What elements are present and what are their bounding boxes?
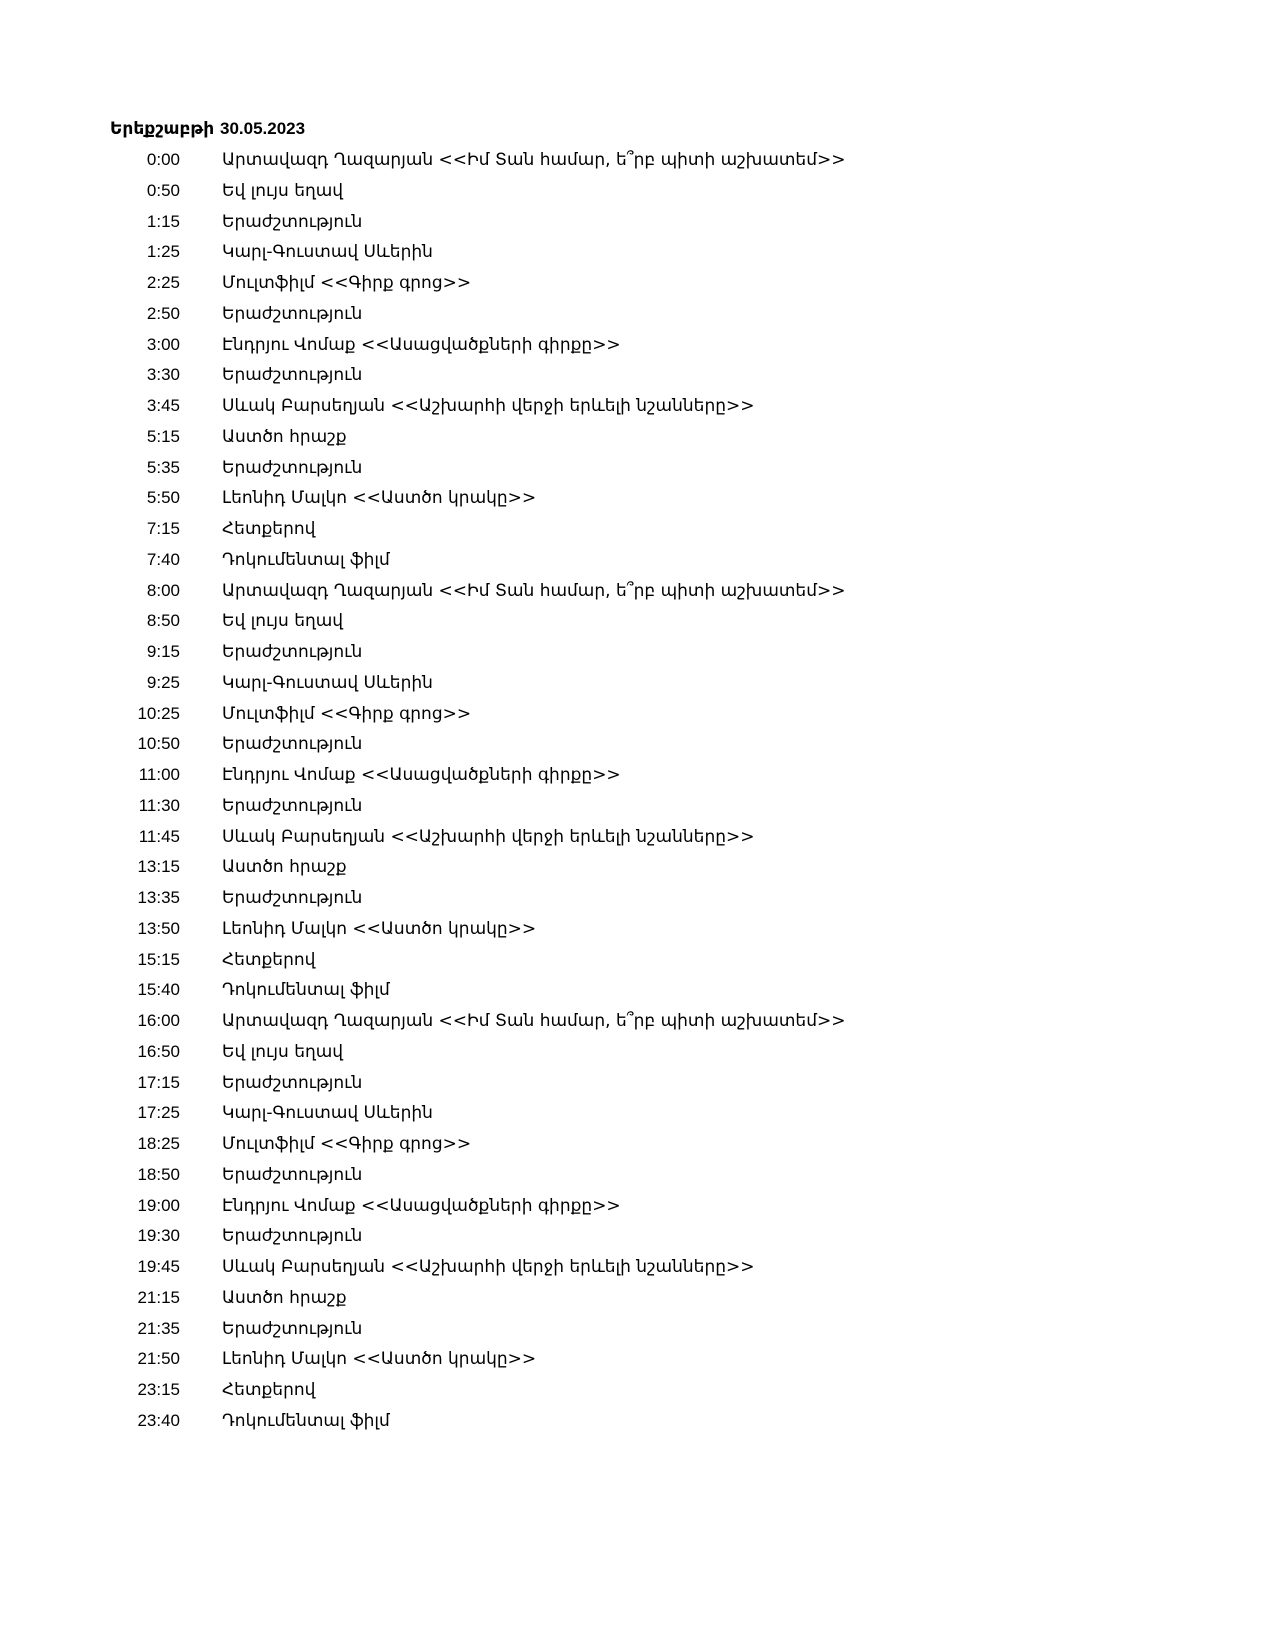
schedule-row xyxy=(0,145,1275,176)
schedule-time: 18:50 xyxy=(137,1164,180,1184)
schedule-row xyxy=(0,883,1275,914)
schedule-program-title: Աստծո հրաշք xyxy=(222,857,347,878)
schedule-time: 13:50 xyxy=(137,918,180,938)
schedule-program-title: Լեոնիդ Մալկո <<Աստծո կրակը>> xyxy=(222,488,537,509)
schedule-time: 17:25 xyxy=(137,1103,180,1123)
schedule-time: 17:15 xyxy=(137,1072,180,1092)
schedule-program-title: Կարլ-Գուստավ Սևերին xyxy=(222,672,433,693)
schedule-program-title: Էնդրյու Վոմաք <<Ասացվածքների գիրքը>> xyxy=(222,1195,621,1216)
schedule-time: 15:15 xyxy=(137,949,180,969)
schedule-row xyxy=(0,453,1275,484)
schedule-row xyxy=(0,606,1275,637)
schedule-time: 18:25 xyxy=(137,1134,180,1153)
schedule-row xyxy=(0,1006,1275,1037)
schedule-program-title: Սևակ Բարսեղյան <<Աշխարհի վերջի երևելի նշանները>> xyxy=(222,396,755,416)
schedule-program-title: Աստծո հրաշք xyxy=(222,426,347,447)
schedule-time: 5:50 xyxy=(146,488,180,508)
schedule-row xyxy=(0,422,1275,453)
schedule-program-title: Դոկումենտալ ֆիլմ xyxy=(222,980,390,1001)
schedule-row xyxy=(0,760,1275,791)
schedule-time: 1:15 xyxy=(146,211,180,231)
schedule-program-title: Երաժշտություն xyxy=(222,1226,363,1247)
schedule-time: 3:30 xyxy=(146,365,180,385)
schedule-time: 0:50 xyxy=(146,180,180,200)
schedule-row xyxy=(0,1252,1275,1283)
schedule-time: 5:35 xyxy=(146,457,180,477)
schedule-time: 11:00 xyxy=(138,765,180,784)
schedule-row xyxy=(0,1344,1275,1375)
schedule-row xyxy=(0,207,1275,238)
schedule-time: 2:25 xyxy=(146,273,180,292)
schedule-row xyxy=(0,1098,1275,1129)
schedule-row xyxy=(0,1406,1275,1437)
schedule-row xyxy=(0,668,1275,699)
schedule-program-title: Երաժշտություն xyxy=(222,1318,363,1339)
schedule-program-title: Լեոնիդ Մալկո <<Աստծո կրակը>> xyxy=(222,1349,537,1370)
schedule-row xyxy=(0,1221,1275,1252)
schedule-program-title: Մուլտֆիլմ <<Գիրք գրոց>> xyxy=(222,703,472,724)
schedule-program-title: Դոկումենտալ ֆիլմ xyxy=(222,1410,390,1431)
schedule-time: 21:35 xyxy=(137,1318,180,1338)
schedule-program-title: Երաժշտություն xyxy=(222,303,363,324)
schedule-program-title: Դոկումենտալ ֆիլմ xyxy=(222,549,390,570)
schedule-program-title: Մուլտֆիլմ <<Գիրք գրոց>> xyxy=(222,1134,472,1154)
schedule-time: 13:15 xyxy=(137,857,180,877)
schedule-row xyxy=(0,1160,1275,1191)
schedule-row xyxy=(0,299,1275,330)
schedule-time: 0:00 xyxy=(146,150,180,169)
schedule-time: 15:40 xyxy=(137,980,180,1000)
schedule-row xyxy=(0,237,1275,268)
schedule-row xyxy=(0,1375,1275,1406)
schedule-row xyxy=(0,576,1275,607)
schedule-time: 10:25 xyxy=(137,703,180,723)
schedule-row xyxy=(0,1068,1275,1099)
schedule-program-title: Էնդրյու Վոմաք <<Ասացվածքների գիրքը>> xyxy=(222,334,621,355)
schedule-program-title: Երաժշտություն xyxy=(222,795,363,816)
schedule-time: 1:25 xyxy=(146,242,180,262)
schedule-time: 5:15 xyxy=(146,426,180,446)
schedule-program-title: Արտավազդ Ղազարյան <<Իմ Տան համար, ե՞րբ պիտի աշխատեմ>> xyxy=(222,1011,846,1031)
schedule-time: 19:45 xyxy=(137,1257,180,1276)
schedule-row xyxy=(0,852,1275,883)
schedule-row xyxy=(0,514,1275,545)
schedule-time: 3:00 xyxy=(146,334,180,354)
day-of-week: Երեքշաբթի xyxy=(110,119,215,139)
schedule-time: 19:00 xyxy=(137,1195,180,1215)
schedule-program-title: Երաժշտություն xyxy=(222,457,363,478)
schedule-program-title: Երաժշտություն xyxy=(222,734,363,755)
schedule-row xyxy=(0,914,1275,945)
schedule-program-title: Երաժշտություն xyxy=(222,1072,363,1093)
schedule-row xyxy=(0,1283,1275,1314)
schedule-program-title: Արտավազդ Ղազարյան <<Իմ Տան համար, ե՞րբ պիտի աշխատեմ>> xyxy=(222,150,846,170)
schedule-row xyxy=(0,699,1275,730)
schedule-row xyxy=(0,791,1275,822)
schedule-time: 7:15 xyxy=(146,519,180,538)
schedule-time: 7:40 xyxy=(146,549,180,569)
schedule-time: 13:35 xyxy=(137,888,180,907)
schedule-time: 23:15 xyxy=(137,1380,180,1399)
schedule-program-title: Երաժշտություն xyxy=(222,365,363,386)
schedule-time: 9:25 xyxy=(146,672,180,692)
schedule-time: 2:50 xyxy=(146,303,180,323)
schedule-row xyxy=(0,637,1275,668)
schedule-row xyxy=(0,822,1275,853)
schedule-program-title: Կարլ-Գուստավ Սևերին xyxy=(222,242,433,263)
schedule-time: 16:50 xyxy=(137,1041,180,1061)
schedule-time: 23:40 xyxy=(137,1410,180,1430)
schedule-program-title: Հետքերով xyxy=(222,1380,316,1400)
schedule-program-title: Եվ լույս եղավ xyxy=(222,611,344,632)
schedule-program-title: Կարլ-Գուստավ Սևերին xyxy=(222,1103,433,1124)
schedule-program-title: Մուլտֆիլմ <<Գիրք գրոց>> xyxy=(222,273,472,293)
schedule-time: 19:30 xyxy=(137,1226,180,1246)
schedule-row xyxy=(0,176,1275,207)
schedule-time: 3:45 xyxy=(146,396,180,415)
schedule-row xyxy=(0,729,1275,760)
schedule-program-title: Երաժշտություն xyxy=(222,642,363,662)
schedule-row xyxy=(0,391,1275,422)
schedule-time: 11:30 xyxy=(138,795,180,815)
schedule-row xyxy=(0,1129,1275,1160)
schedule-program-title: Սևակ Բարսեղյան <<Աշխարհի վերջի երևելի նշանները>> xyxy=(222,826,755,847)
schedule-time: 10:50 xyxy=(137,734,180,754)
schedule-program-title: Հետքերով xyxy=(222,519,316,539)
schedule-time: 16:00 xyxy=(137,1011,180,1030)
schedule-row xyxy=(0,545,1275,576)
schedule-program-title: Երաժշտություն xyxy=(222,888,363,908)
schedule-row xyxy=(0,483,1275,514)
schedule-program-title: Երաժշտություն xyxy=(222,211,363,232)
schedule-program-title: Սևակ Բարսեղյան <<Աշխարհի վերջի երևելի նշանները>> xyxy=(222,1257,755,1277)
schedule-program-title: Աստծո հրաշք xyxy=(222,1287,347,1308)
schedule-date: 30.05.2023 xyxy=(220,119,306,138)
schedule-row xyxy=(0,1037,1275,1068)
schedule-program-title: Եվ լույս եղավ xyxy=(222,180,344,201)
schedule-time: 9:15 xyxy=(146,642,180,661)
schedule-row xyxy=(0,1314,1275,1345)
schedule-row xyxy=(0,975,1275,1006)
schedule-row xyxy=(0,360,1275,391)
schedule-time: 11:45 xyxy=(138,826,180,846)
schedule-program-title: Երաժշտություն xyxy=(222,1164,363,1185)
schedule-time: 21:50 xyxy=(137,1349,180,1369)
schedule-program-title: Էնդրյու Վոմաք <<Ասացվածքների գիրքը>> xyxy=(222,765,621,785)
schedule-list xyxy=(0,145,1275,1437)
schedule-time: 21:15 xyxy=(137,1287,180,1307)
schedule-row xyxy=(0,1191,1275,1222)
schedule-program-title: Հետքերով xyxy=(222,949,316,970)
schedule-time: 8:50 xyxy=(146,611,180,631)
schedule-row xyxy=(0,268,1275,299)
schedule-row xyxy=(0,330,1275,361)
schedule-program-title: Արտավազդ Ղազարյան <<Իմ Տան համար, ե՞րբ պիտի աշխատեմ>> xyxy=(222,580,846,601)
schedule-program-title: Եվ լույս եղավ xyxy=(222,1041,344,1062)
schedule-program-title: Լեոնիդ Մալկո <<Աստծո կրակը>> xyxy=(222,918,537,939)
schedule-row xyxy=(0,945,1275,976)
schedule-time: 8:00 xyxy=(146,580,180,600)
